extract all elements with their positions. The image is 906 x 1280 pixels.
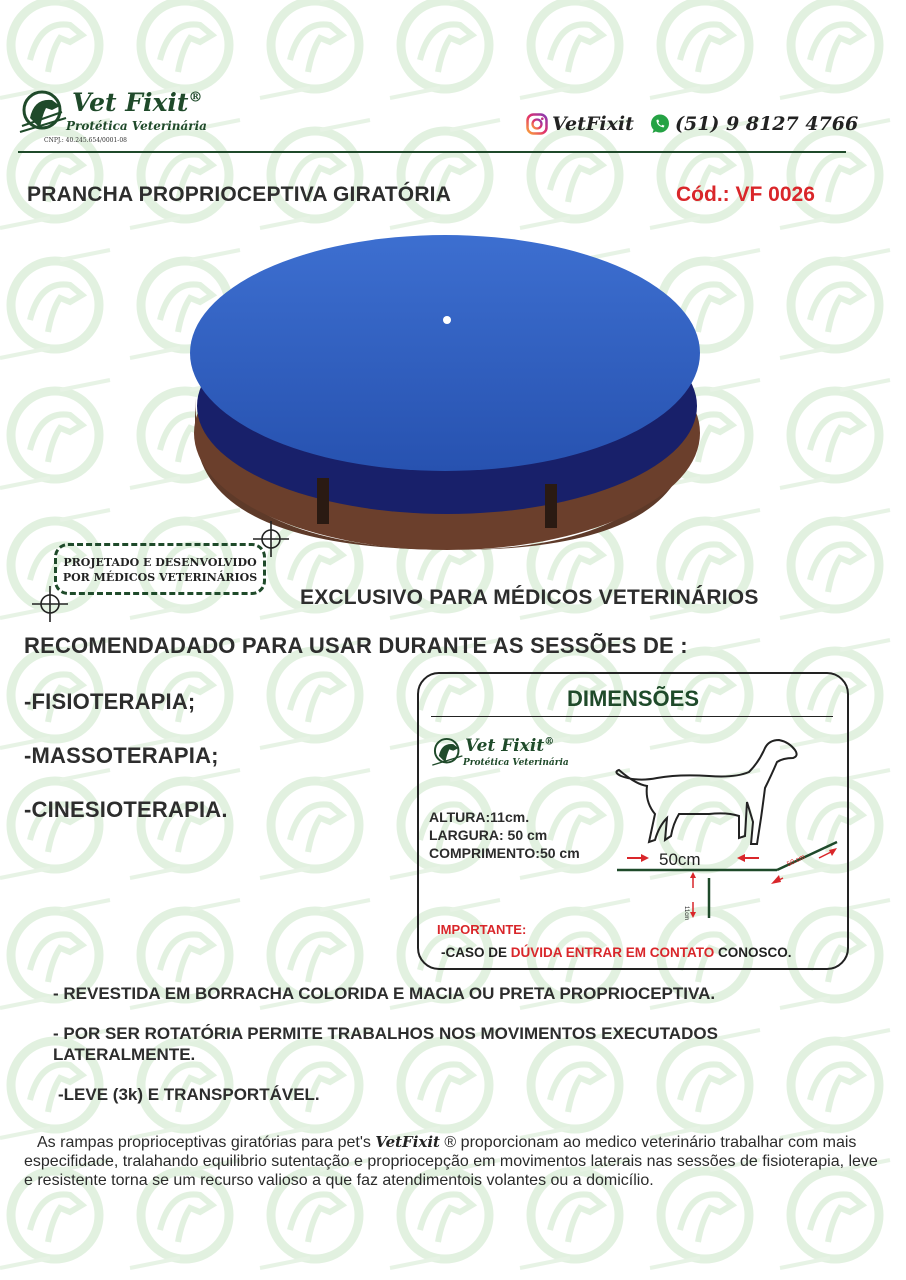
instagram-handle[interactable]: VetFixit [552, 113, 634, 135]
instagram-icon [526, 113, 548, 135]
whatsapp-icon [649, 113, 671, 135]
contact-note-end: CONOSCO. [714, 945, 792, 960]
registered-mark: ® [188, 89, 203, 106]
dimensions-brand-tagline: Protética Veterinária [463, 758, 569, 768]
important-label: IMPORTANTE: [437, 922, 527, 937]
registered-mark: ® [544, 736, 555, 748]
vet-fixit-logo-icon [18, 88, 70, 136]
contact-note-start: -CASO DE [441, 945, 511, 960]
brand-name [72, 88, 202, 117]
badge-line-1: PROJETADO E DESENVOLVIDO [63, 556, 257, 569]
description-part-1: As rampas proprioceptivas giratórias para pet's [37, 1134, 376, 1151]
dimensions-box [417, 672, 849, 970]
badge-line-2: POR MÉDICOS VETERINÁRIOS [62, 571, 258, 584]
brand-tagline: Protética Veterinária [66, 119, 207, 133]
dimensions-brand [465, 736, 554, 756]
recommended-heading: RECOMENDADADO PARA USAR DURANTE AS SESSÕES DE : [24, 633, 688, 658]
rotating-board-image [185, 228, 715, 558]
diagram-label-height: 11cm [683, 906, 689, 921]
product-code: Cód.: VF 0026 [676, 183, 815, 206]
product-description [24, 1133, 884, 1190]
feature-item: -LEVE (3k) E TRANSPORTÁVEL. [58, 1085, 320, 1104]
dimensions-divider [431, 716, 833, 717]
dimension-height: ALTURA:11cm. [429, 809, 530, 825]
recommended-item: -FISIOTERAPIA; [24, 689, 196, 714]
dimensions-title: DIMENSÕES [566, 686, 700, 711]
contact-note [441, 945, 792, 960]
brand-cnpj: CNPJ.: 40.245.654/0001-08 [44, 137, 127, 144]
whatsapp-number[interactable]: (51) 9 8127 4766 [675, 113, 859, 135]
dimension-width: LARGURA: 50 cm [429, 827, 548, 843]
diagram-label-depth: 50 cm [786, 853, 807, 869]
exclusive-text: EXCLUSIVO PARA MÉDICOS VETERINÁRIOS [300, 586, 759, 609]
feature-item: - REVESTIDA EM BORRACHA COLORIDA E MACIA OU PRETA PROPRIOCEPTIVA. [53, 984, 716, 1003]
description-part-2: ® proporcionam ao medico veterinário trabalhar com mais especifidade, tralahando equilibrio sutentação e propriocepção em movimentos laterais nas sessões de fisioterapia, leve e resistente torna se um recurso valioso a que faz atendimentois volantes ou a domicílio. [24, 1134, 878, 1189]
recommended-item: -MASSOTERAPIA; [24, 743, 219, 768]
contact-note-highlight: DÚVIDA ENTRAR EM CONTATO [510, 945, 715, 960]
product-title: PRANCHA PROPRIOCEPTIVA GIRATÓRIA [27, 183, 452, 206]
vet-designed-badge [54, 543, 266, 595]
description-brand: VetFixit [375, 1133, 440, 1151]
header-divider [18, 151, 846, 153]
feature-item: - POR SER ROTATÓRIA PERMITE TRABALHOS NOS MOVIMENTOS EXECUTADOS LATERALMENTE. [53, 1024, 718, 1064]
dog-size-diagram [609, 732, 841, 932]
brand-name-text: Vet Fixit [72, 88, 189, 117]
diagram-label-width: 50cm [659, 850, 701, 869]
recommended-item: -CINESIOTERAPIA. [24, 797, 228, 822]
vet-fixit-logo-icon [431, 736, 465, 768]
dimension-length: COMPRIMENTO:50 cm [429, 845, 580, 861]
dimensions-brand-name: Vet Fixit [465, 736, 545, 756]
